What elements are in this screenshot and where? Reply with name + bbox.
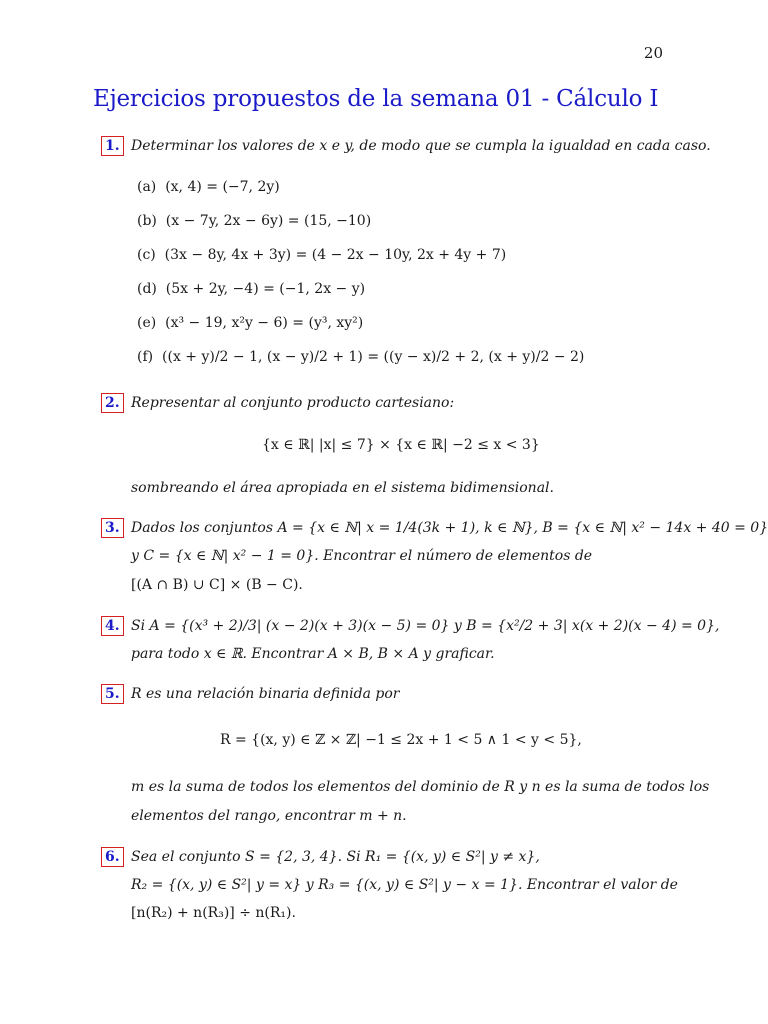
exercise-number-6: 6. <box>101 847 124 867</box>
exercise-number-4: 4. <box>101 616 124 636</box>
exercise-3-line-2: y C = {x ∈ ℕ| x² − 1 = 0}. Encontrar el número de elementos de <box>131 548 593 564</box>
item-expression: (3x − 8y, 4x + 3y) = (4 − 2x − 10y, 2x + 4y + 7) <box>164 247 507 263</box>
item-label: (f) <box>137 349 154 365</box>
exercise-5-note-line-2: elementos del rango, encontrar m + n. <box>131 808 407 824</box>
item-label: (a) <box>137 179 157 195</box>
exercise-1-item-c <box>137 246 506 264</box>
item-expression: ((x + y)/2 − 1, (x − y)/2 + 1) = ((y − x)/2 + 2, (x + y)/2 − 2) <box>162 349 585 365</box>
item-expression: (x³ − 19, x²y − 6) = (y³, xy²) <box>165 315 364 331</box>
exercise-1-statement: Determinar los valores de x e y, de modo que se cumpla la igualdad en cada caso. <box>131 138 711 154</box>
exercise-5-statement: R es una relación binaria definida por <box>131 686 400 702</box>
exercise-1-item-e <box>137 314 363 332</box>
exercise-5-display-math: R = {(x, y) ∈ ℤ × ℤ| −1 ≤ 2x + 1 < 5 ∧ 1 < y < 5}, <box>220 732 582 748</box>
exercise-3-line-1: Dados los conjuntos A = {x ∈ ℕ| x = 1/4(3k + 1), k ∈ ℕ}, B = {x ∈ ℕ| x² − 14x + 40 = 0} <box>131 520 768 536</box>
exercise-6-line-2: R₂ = {(x, y) ∈ S²| y = x} y R₃ = {(x, y) ∈ S²| y − x = 1}. Encontrar el valor de <box>131 877 678 893</box>
item-expression: (x, 4) = (−7, 2y) <box>165 179 280 195</box>
item-label: (e) <box>137 315 157 331</box>
exercise-1-item-a <box>137 178 280 196</box>
exercise-1-item-d <box>137 280 365 298</box>
exercise-1-item-f <box>137 348 584 366</box>
exercise-4-line-2: para todo x ∈ ℝ. Encontrar A × B, B × A y graficar. <box>131 646 495 662</box>
item-expression: (x − 7y, 2x − 6y) = (15, −10) <box>165 213 372 229</box>
exercise-2-note: sombreando el área apropiada en el sistema bidimensional. <box>131 480 554 496</box>
exercise-number-3: 3. <box>101 518 124 538</box>
exercise-number-2: 2. <box>101 393 124 413</box>
item-expression: (5x + 2y, −4) = (−1, 2x − y) <box>165 281 366 297</box>
item-label: (c) <box>137 247 156 263</box>
exercise-2-statement: Representar al conjunto producto cartesiano: <box>131 395 455 411</box>
exercise-1-item-b <box>137 212 371 230</box>
exercise-6-line-3: [n(R₂) + n(R₃)] ÷ n(R₁). <box>131 905 296 921</box>
item-label: (d) <box>137 281 157 297</box>
exercise-number-1: 1. <box>101 136 124 156</box>
page-title: Ejercicios propuestos de la semana 01 - Cálculo I <box>93 86 659 112</box>
item-label: (b) <box>137 213 157 229</box>
page-number: 20 <box>643 44 663 62</box>
exercise-2-display-math: {x ∈ ℝ| |x| ≤ 7} × {x ∈ ℝ| −2 ≤ x < 3} <box>262 437 540 453</box>
exercise-4-line-1: Si A = {(x³ + 2)/3| (x − 2)(x + 3)(x − 5) = 0} y B = {x²/2 + 3| x(x + 2)(x − 4) = 0}, <box>131 618 720 634</box>
exercise-number-5: 5. <box>101 684 124 704</box>
exercise-5-note-line-1: m es la suma de todos los elementos del dominio de R y n es la suma de todos los <box>131 779 710 795</box>
exercise-3-line-3: [(A ∩ B) ∪ C] × (B − C). <box>131 577 303 593</box>
exercise-6-line-1: Sea el conjunto S = {2, 3, 4}. Si R₁ = {(x, y) ∈ S²| y ≠ x}, <box>131 849 540 865</box>
